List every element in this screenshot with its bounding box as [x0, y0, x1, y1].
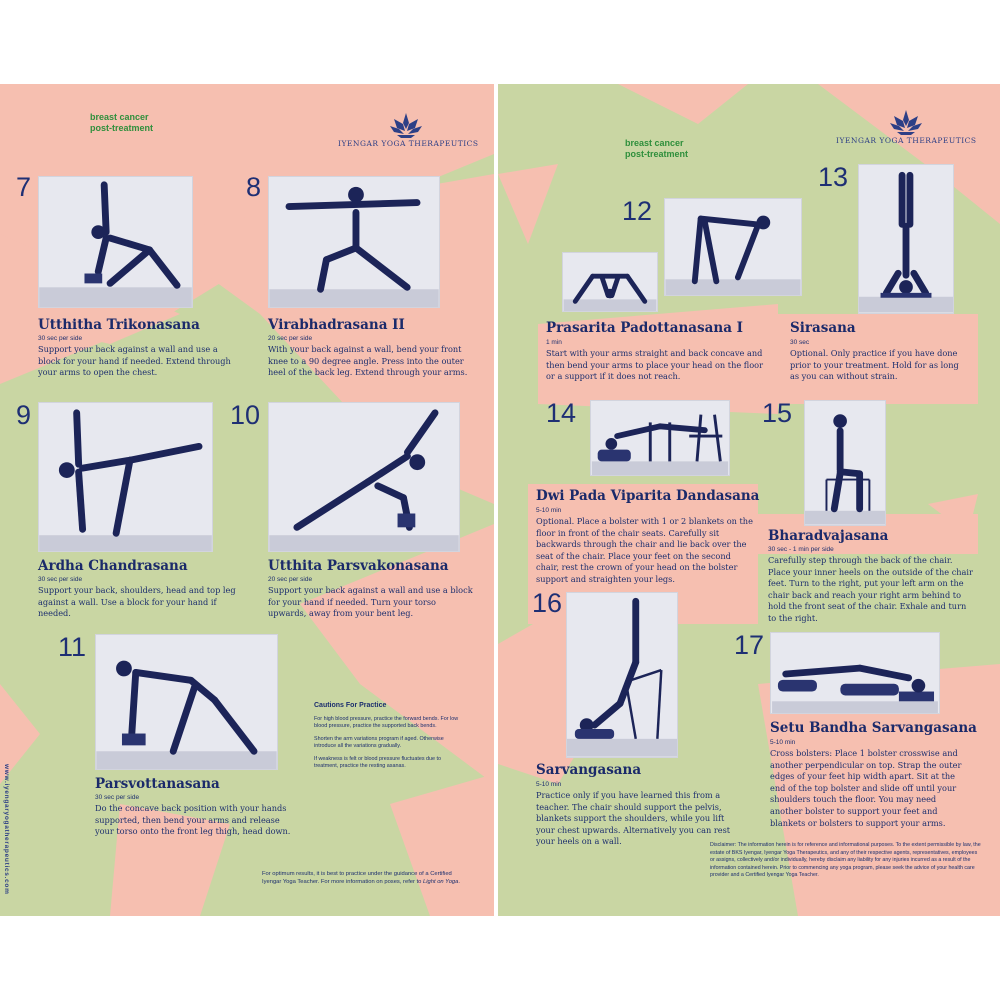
pose-figure-16	[567, 593, 677, 757]
disclaimer: Disclaimer: The information herein is for reference and informational purposes. To the extent permissible by law, the estate of BKS Iyengar, Iyengar Yoga Therapeutics, and any of their respective agents, representatives, employees or assigns, collectively and/or individually, hereby disclaim any liability for any injuries incurred as a result of the information contained herein. Prior to commencing any yoga program, please seek the advice of your health care provider and a Certified Iyengar Yoga Teacher.	[710, 842, 981, 878]
footer-text: For optimum results, it is best to practice under the guidance of a Certified Iyengar Yoga Teacher. For more information on poses, refer to	[262, 871, 452, 885]
footer-note	[262, 870, 462, 886]
step-number-8: 8	[246, 172, 262, 202]
pose-figure-14	[591, 401, 729, 475]
pose-duration-8: 20 sec per side	[268, 335, 313, 342]
pose-photo-12b	[664, 198, 802, 296]
pose-photo-14	[590, 400, 730, 476]
pose-description-7: Support your back against a wall and use a block for your hand if needed. Extend through your arms to open the chest.	[38, 344, 231, 378]
lotus-icon	[889, 108, 923, 136]
brand-name: IYENGAR YOGA THERAPEUTICS	[836, 136, 977, 145]
footer-end: .	[458, 879, 461, 885]
pose-duration-11: 30 sec per side	[95, 794, 140, 801]
brand-logo	[836, 108, 976, 145]
pose-photo-7	[38, 176, 193, 308]
pose-figure-9	[39, 403, 212, 551]
pose-photo-11	[95, 634, 278, 770]
pose-description-11: Do the concave back position with your hands supported, then bend your arms and release your torso onto the front leg thigh, head down.	[95, 803, 291, 837]
pose-figure-10	[269, 403, 459, 551]
pose-photo-9	[38, 402, 213, 552]
step-number-9: 9	[16, 400, 32, 430]
pose-duration-10: 20 sec per side	[268, 576, 313, 583]
left-page	[0, 84, 494, 916]
step-number-12: 12	[622, 196, 653, 226]
step-number-7: 7	[16, 172, 32, 202]
header-line-1: breast cancer	[625, 138, 684, 148]
pose-photo-10	[268, 402, 460, 552]
caution-item-1: For high blood pressure, practice the forward bends. For low blood pressure, practice the supported back bends.	[314, 716, 459, 730]
pose-description-17: Cross bolsters: Place 1 bolster crosswise and another perpendicular on top. Strap the outer edges of your feet hip width apart. Sit at the end of the top bolster and slide off until your shoulders touch the floor. You may need another bolster to support your feet and blankets or bolsters to support your arms.	[770, 748, 962, 828]
pose-description-12: Start with your arms straight and back concave and then bend your arms to place your head on the floor or a support if it does not reach.	[546, 348, 764, 382]
pose-description-16: Practice only if you have learned this from a teacher. The chair should support the pelvis, blankets support the shoulders, while you lift your chest upwards. Alternatively you can rest your heels on a wall.	[536, 790, 731, 847]
pose-duration-17: 5-10 min	[770, 739, 796, 746]
step-number-16: 16	[532, 588, 563, 618]
pose-title-10: Utthita Parsvakonasana	[268, 558, 449, 574]
pose-figure-8	[269, 177, 439, 307]
pose-duration-12: 1 min	[546, 339, 562, 346]
right-page	[498, 84, 1000, 916]
pose-figure-11	[96, 635, 277, 769]
pose-figure-13	[859, 165, 953, 313]
step-number-15: 15	[762, 398, 793, 428]
side-url: www.iyengaryogatherapeutics.com	[3, 764, 10, 895]
pose-title-16: Sarvangasana	[536, 762, 642, 778]
caution-item-2: Shorten the arm variations program if aged. Otherwise introduce all the variations gradually.	[314, 736, 444, 750]
header-label	[90, 112, 153, 134]
pose-title-8: Virabhadrasana II	[268, 317, 405, 333]
pose-photo-17	[770, 632, 940, 714]
pose-photo-15	[804, 400, 886, 526]
pose-description-13: Optional. Only practice if you have done prior to your treatment. Hold for as long as you can without strain.	[790, 348, 959, 382]
pose-photo-13	[858, 164, 954, 314]
step-number-11: 11	[58, 632, 87, 662]
pose-title-15: Bharadvajasana	[768, 528, 889, 544]
cautions-heading: Cautions For Practice	[314, 702, 387, 709]
pose-duration-15: 30 sec - 1 min per side	[768, 546, 834, 553]
pose-photo-16	[566, 592, 678, 758]
pose-figure-7	[39, 177, 192, 307]
pose-duration-13: 30 sec	[790, 339, 810, 346]
pose-title-14: Dwi Pada Viparita Dandasana	[536, 488, 760, 504]
pose-duration-9: 30 sec per side	[38, 576, 83, 583]
pose-title-17: Setu Bandha Sarvangasana	[770, 720, 977, 736]
brand-logo	[338, 111, 479, 148]
pose-photo-12a	[562, 252, 658, 312]
header-line-2: post-treatment	[90, 123, 154, 133]
pose-figure-12a	[563, 253, 657, 311]
header-line-2: post-treatment	[625, 149, 689, 159]
brand-name: IYENGAR YOGA THERAPEUTICS	[338, 139, 479, 148]
pose-description-14: Optional. Place a bolster with 1 or 2 blankets on the floor in front of the chair seats. Carefully sit backwards through the chair and lie back over the seat of the chair. Place your feet on the second chair, rest the crown of your head on the bolster support and straighten your legs.	[536, 516, 753, 584]
pose-photo-8	[268, 176, 440, 308]
pose-description-9: Support your back, shoulders, head and top leg against a wall. Use a block for your hand if needed.	[38, 585, 236, 619]
pose-figure-12b	[665, 199, 801, 295]
lotus-icon	[389, 111, 423, 139]
pose-figure-17	[771, 633, 939, 713]
pose-title-7: Utthitha Trikonasana	[38, 317, 200, 333]
header-label	[625, 138, 688, 160]
header-line-1: breast cancer	[90, 112, 149, 122]
footer-book-title: Light on Yoga	[423, 879, 459, 885]
pose-figure-15	[805, 401, 885, 525]
step-number-17: 17	[734, 630, 765, 660]
step-number-14: 14	[546, 398, 577, 428]
pose-duration-14: 5-10 min	[536, 507, 562, 514]
pose-duration-7: 30 sec per side	[38, 335, 83, 342]
pose-description-8: With your back against a wall, bend your front knee to a 90 degree angle. Press into the outer heel of the back leg. Extend through your arms.	[268, 344, 468, 378]
step-number-10: 10	[230, 400, 261, 430]
pose-description-15: Carefully step through the back of the chair. Place your inner heels on the outside of the chair feet. Turn to the right, put your left arm on the chair back and reach your right arm behind to hold the front seat of the chair. Exhale and turn to the right.	[768, 555, 973, 623]
pose-title-13: Sirasana	[790, 320, 856, 336]
pose-title-9: Ardha Chandrasana	[38, 558, 188, 574]
pose-title-11: Parsvottanasana	[95, 776, 220, 792]
pose-description-10: Support your back against a wall and use a block for your hand if needed. Turn your torso upwards, away from your bent leg.	[268, 585, 473, 619]
caution-item-3: If weakness is felt or blood pressure fluctuates due to treatment, practice the resting asanas.	[314, 756, 442, 770]
pose-title-12: Prasarita Padottanasana I	[546, 320, 743, 336]
step-number-13: 13	[818, 162, 849, 192]
pose-duration-16: 5-10 min	[536, 781, 562, 788]
